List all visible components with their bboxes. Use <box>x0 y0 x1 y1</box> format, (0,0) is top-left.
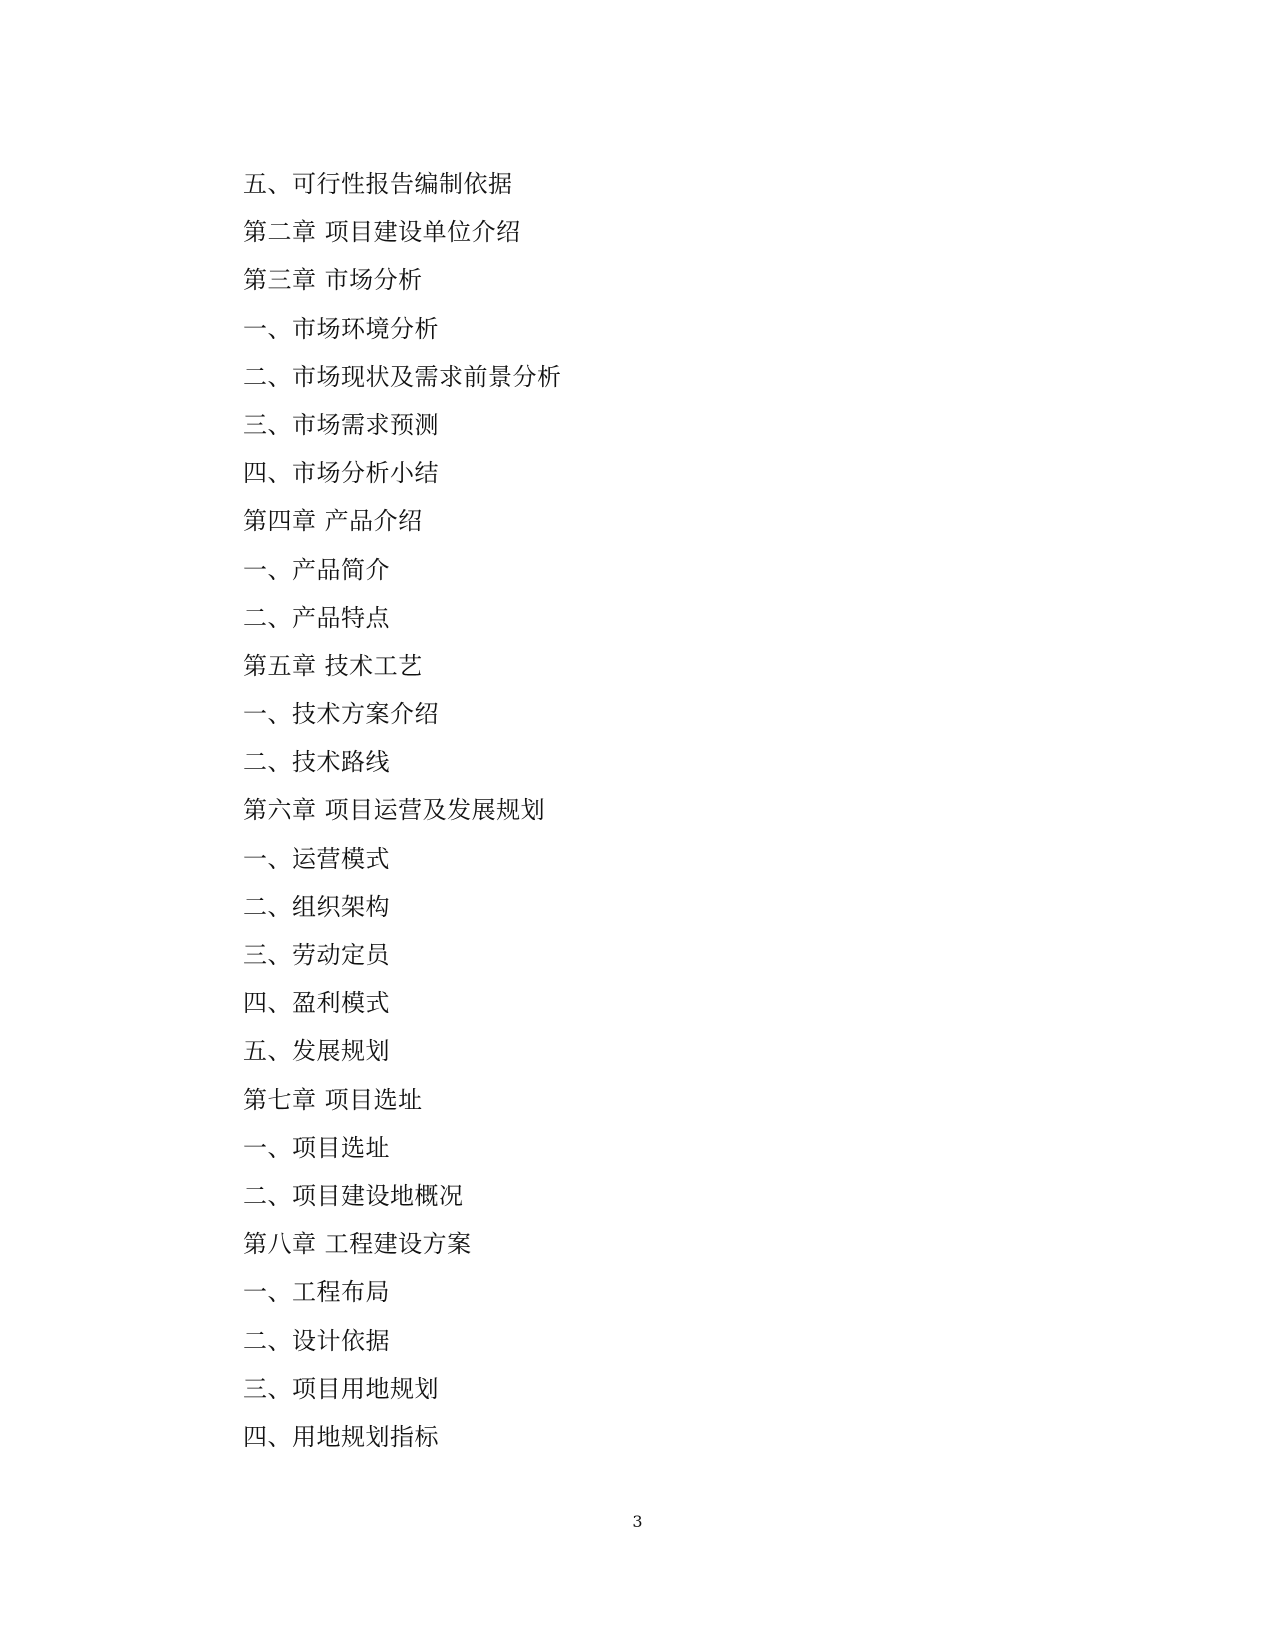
table-of-contents <box>243 160 943 1461</box>
toc-entry-section: 四、用地规划指标 <box>243 1422 439 1451</box>
toc-entry-chapter: 第二章 项目建设单位介绍 <box>243 218 521 247</box>
toc-entry-section: 一、市场环境分析 <box>243 314 439 343</box>
page-number: 3 <box>632 1512 643 1531</box>
toc-entry-section: 二、市场现状及需求前景分析 <box>243 362 562 391</box>
toc-entry-section: 三、劳动定员 <box>243 941 390 969</box>
toc-entry-chapter: 第七章 项目选址 <box>243 1085 423 1114</box>
toc-entry-section: 二、设计依据 <box>243 1326 390 1355</box>
toc-entry-section: 二、组织架构 <box>243 892 390 921</box>
toc-entry-section: 二、产品特点 <box>243 603 390 632</box>
toc-entry-section: 一、工程布局 <box>243 1278 390 1307</box>
toc-entry-section: 一、产品简介 <box>243 555 390 584</box>
toc-entry-section: 三、市场需求预测 <box>243 410 439 439</box>
toc-entry-section: 二、技术路线 <box>243 748 390 777</box>
toc-entry-section: 一、技术方案介绍 <box>243 700 439 729</box>
toc-entry-chapter: 第六章 项目运营及发展规划 <box>243 796 546 825</box>
toc-entry-section: 五、发展规划 <box>243 1037 390 1066</box>
toc-entry-section: 五、可行性报告编制依据 <box>243 170 513 198</box>
toc-entry-chapter: 第三章 市场分析 <box>243 266 423 295</box>
toc-entry-chapter: 第五章 技术工艺 <box>243 651 423 680</box>
toc-entry-section: 三、项目用地规划 <box>243 1374 439 1403</box>
toc-entry-section: 二、项目建设地概况 <box>243 1181 464 1210</box>
toc-entry-section: 四、盈利模式 <box>243 989 390 1018</box>
toc-entry-section: 一、项目选址 <box>243 1133 390 1162</box>
toc-entry-chapter: 第八章 工程建设方案 <box>243 1230 472 1259</box>
toc-entry-chapter: 第四章 产品介绍 <box>243 507 423 536</box>
toc-entry-section: 四、市场分析小结 <box>243 459 439 488</box>
toc-entry-section: 一、运营模式 <box>243 844 390 873</box>
